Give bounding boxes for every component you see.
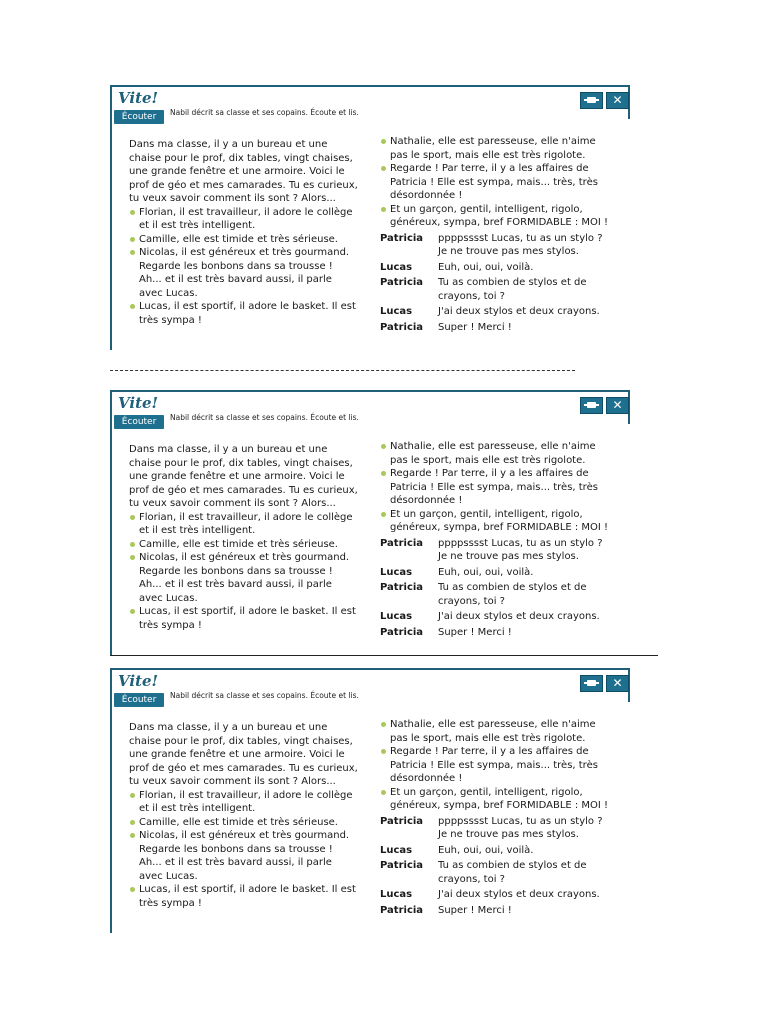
dialogue-line: Euh, oui, oui, voilà.	[438, 566, 534, 578]
dialogue-line: Euh, oui, oui, voilà.	[438, 261, 534, 273]
dialogue-row	[380, 537, 625, 564]
dialogue-line: ppppsssst Lucas, tu as un stylo ?	[438, 537, 603, 549]
exercise-card	[110, 85, 630, 350]
instruction-text: Nabil décrit sa classe et ses copains. Écoute et lis.	[170, 413, 359, 422]
bullet-item	[380, 718, 625, 745]
dialogue-line: J'ai deux stylos et deux crayons.	[438, 306, 600, 317]
bullet-item	[380, 467, 625, 508]
speaker-name: Lucas	[380, 611, 413, 622]
dialogue-line: J'ai deux stylos et deux crayons.	[438, 611, 600, 622]
bullet-line: Patricia ! Elle est sympa, mais... très, très	[390, 176, 598, 188]
dialogue-row	[380, 626, 625, 640]
intro-line: chaise pour le prof, dix tables, vingt chaises,	[129, 152, 353, 164]
card-frame-left	[110, 668, 112, 933]
dialogue-row	[380, 276, 625, 303]
bullet-item	[380, 508, 625, 535]
dialogue-line: Super ! Merci !	[438, 626, 512, 638]
intro-line: une grande fenêtre et une armoire. Voici le	[129, 166, 345, 177]
speaker-name: Lucas	[380, 566, 413, 578]
bullet-line: Camille, elle est timide et très sérieuse.	[139, 538, 338, 550]
dialogue-row	[380, 581, 625, 608]
device-icon	[587, 97, 596, 103]
listen-button[interactable]: Écouter	[114, 110, 164, 124]
card-frame-top	[110, 668, 628, 670]
close-button[interactable]	[606, 397, 629, 414]
speaker-name: Patricia	[380, 537, 424, 549]
solid-separator	[110, 655, 658, 656]
bullet-line: généreux, sympa, bref FORMIDABLE : MOI !	[390, 522, 609, 533]
card-frame-left	[110, 390, 112, 655]
dialogue-text	[438, 581, 625, 608]
speaker-name: Patricia	[380, 860, 424, 871]
speaker-name: Lucas	[380, 261, 413, 273]
speaker-name: Lucas	[380, 889, 413, 900]
dialogue-line: crayons, toi ?	[438, 290, 505, 302]
bullet-item	[380, 440, 625, 467]
bullet-line: Nicolas, il est généreux et très gourmand.	[139, 830, 350, 841]
left-column	[129, 721, 369, 910]
dialogue-line: Tu as combien de stylos et de	[438, 582, 587, 593]
dialogue-line: Je ne trouve pas mes stylos.	[438, 551, 579, 562]
bullet-item	[129, 605, 369, 632]
bullet-line: Patricia ! Elle est sympa, mais... très, très	[390, 481, 598, 493]
device-icon	[587, 680, 596, 686]
exercise-card	[110, 390, 630, 655]
dialogue-line: Euh, oui, oui, voilà.	[438, 844, 534, 856]
intro-line: prof de géo et mes camarades. Tu es curieux,	[129, 179, 358, 191]
bullet-line: Camille, elle est timide et très sérieuse.	[139, 233, 338, 245]
speaker-name: Lucas	[380, 306, 413, 317]
right-column	[380, 135, 625, 336]
dialogue-text	[438, 859, 625, 886]
card-title: Vite!	[118, 394, 159, 412]
intro-line: prof de géo et mes camarades. Tu es curieux,	[129, 762, 358, 774]
listen-button[interactable]: Écouter	[114, 415, 164, 429]
bullet-line: Regarde les bonbons dans sa trousse !	[139, 260, 333, 272]
dialogue-line: Tu as combien de stylos et de	[438, 277, 587, 288]
speaker-name: Patricia	[380, 277, 424, 288]
dialogue-text	[438, 888, 625, 902]
bullet-line: et il est très intelligent.	[139, 525, 256, 536]
bullet-item	[129, 233, 369, 247]
dialogue-line: ppppsssst Lucas, tu as un stylo ?	[438, 232, 603, 244]
dialogue-line: Super ! Merci !	[438, 904, 512, 916]
dashed-separator	[110, 370, 575, 371]
close-button[interactable]	[606, 675, 629, 692]
dialogue-text	[438, 904, 625, 918]
intro-line: une grande fenêtre et une armoire. Voici le	[129, 471, 345, 482]
dialogue-row	[380, 904, 625, 918]
close-button[interactable]	[606, 92, 629, 109]
bullet-line: généreux, sympa, bref FORMIDABLE : MOI !	[390, 217, 609, 228]
device-button[interactable]	[580, 92, 603, 109]
dialogue-row	[380, 566, 625, 580]
exercise-card	[110, 668, 630, 933]
bullet-line: Et un garçon, gentil, intelligent, rigolo,	[390, 203, 583, 215]
bullet-item	[129, 511, 369, 538]
bullet-line: Nathalie, elle est paresseuse, elle n'aime	[390, 136, 596, 147]
instruction-text: Nabil décrit sa classe et ses copains. Écoute et lis.	[170, 691, 359, 700]
bullet-line: Nathalie, elle est paresseuse, elle n'aime	[390, 719, 596, 730]
dialogue-text	[438, 305, 625, 319]
intro-line: Dans ma classe, il y a un bureau et une	[129, 139, 328, 150]
bullet-item	[129, 883, 369, 910]
bullet-line: Nicolas, il est généreux et très gourmand.	[139, 552, 350, 563]
bullet-item	[129, 246, 369, 300]
intro-line: tu veux savoir comment ils sont ? Alors...	[129, 776, 336, 787]
bullet-line: avec Lucas.	[139, 870, 198, 882]
card-frame-left	[110, 85, 112, 350]
bullet-line: Florian, il est travailleur, il adore le collège	[139, 206, 353, 218]
dialogue-row	[380, 844, 625, 858]
device-button[interactable]	[580, 675, 603, 692]
close-icon: ✕	[612, 676, 623, 690]
dialogue-row	[380, 261, 625, 275]
bullet-line: Regarde ! Par terre, il y a les affaires de	[390, 163, 589, 174]
bullet-line: Regarde ! Par terre, il y a les affaires de	[390, 746, 589, 757]
bullet-line: Et un garçon, gentil, intelligent, rigolo,	[390, 508, 583, 520]
bullet-item	[129, 789, 369, 816]
bullet-item	[380, 786, 625, 813]
bullet-line: désordonnée !	[390, 495, 463, 506]
dialogue-line: J'ai deux stylos et deux crayons.	[438, 889, 600, 900]
close-icon: ✕	[612, 398, 623, 412]
dialogue-line: Tu as combien de stylos et de	[438, 860, 587, 871]
speaker-name: Patricia	[380, 582, 424, 593]
dialogue-row	[380, 321, 625, 335]
bullet-line: pas le sport, mais elle est très rigolote.	[390, 149, 586, 161]
right-column	[380, 718, 625, 919]
intro-line: Dans ma classe, il y a un bureau et une	[129, 722, 328, 733]
dialogue-line: crayons, toi ?	[438, 873, 505, 885]
left-column	[129, 443, 369, 632]
dialogue-row	[380, 610, 625, 624]
instruction-text: Nabil décrit sa classe et ses copains. Écoute et lis.	[170, 108, 359, 117]
dialogue-row	[380, 815, 625, 842]
bullet-line: Nathalie, elle est paresseuse, elle n'aime	[390, 441, 596, 452]
bullet-line: pas le sport, mais elle est très rigolote.	[390, 732, 586, 744]
bullet-line: désordonnée !	[390, 190, 463, 201]
bullet-item	[380, 203, 625, 230]
bullet-line: très sympa !	[139, 314, 202, 326]
intro-line: chaise pour le prof, dix tables, vingt chaises,	[129, 457, 353, 469]
card-title: Vite!	[118, 672, 159, 690]
dialogue-text	[438, 321, 625, 335]
dialogue-text	[438, 815, 625, 842]
bullet-item	[129, 551, 369, 605]
dialogue-text	[438, 844, 625, 858]
speaker-name: Patricia	[380, 815, 424, 827]
bullet-line: Patricia ! Elle est sympa, mais... très, très	[390, 759, 598, 771]
speaker-name: Lucas	[380, 844, 413, 856]
bullet-item	[129, 538, 369, 552]
right-column	[380, 440, 625, 641]
listen-button[interactable]: Écouter	[114, 693, 164, 707]
bullet-line: Ah... et il est très bavard aussi, il parle	[139, 579, 332, 590]
bullet-item	[380, 745, 625, 786]
bullet-line: très sympa !	[139, 897, 202, 909]
bullet-line: Regarde les bonbons dans sa trousse !	[139, 565, 333, 577]
bullet-line: Regarde ! Par terre, il y a les affaires de	[390, 468, 589, 479]
bullet-item	[380, 162, 625, 203]
bullet-line: et il est très intelligent.	[139, 803, 256, 814]
speaker-name: Patricia	[380, 626, 424, 638]
dialogue-row	[380, 305, 625, 319]
bullet-line: Et un garçon, gentil, intelligent, rigolo,	[390, 786, 583, 798]
speaker-name: Patricia	[380, 904, 424, 916]
intro-line: Dans ma classe, il y a un bureau et une	[129, 444, 328, 455]
intro-line: tu veux savoir comment ils sont ? Alors...	[129, 193, 336, 204]
bullet-item	[129, 300, 369, 327]
bullet-line: Ah... et il est très bavard aussi, il parle	[139, 857, 332, 868]
card-title: Vite!	[118, 89, 159, 107]
bullet-item	[129, 829, 369, 883]
bullet-item	[129, 816, 369, 830]
dialogue-line: ppppsssst Lucas, tu as un stylo ?	[438, 815, 603, 827]
bullet-item	[129, 206, 369, 233]
dialogue-line: Je ne trouve pas mes stylos.	[438, 829, 579, 840]
intro-line: tu veux savoir comment ils sont ? Alors...	[129, 498, 336, 509]
bullet-line: et il est très intelligent.	[139, 220, 256, 231]
dialogue-row	[380, 232, 625, 259]
dialogue-text	[438, 276, 625, 303]
card-frame-top	[110, 390, 628, 392]
bullet-line: désordonnée !	[390, 773, 463, 784]
intro-line: chaise pour le prof, dix tables, vingt chaises,	[129, 735, 353, 747]
dialogue-text	[438, 610, 625, 624]
dialogue-text	[438, 566, 625, 580]
dialogue-row	[380, 888, 625, 902]
intro-line: une grande fenêtre et une armoire. Voici le	[129, 749, 345, 760]
bullet-line: Lucas, il est sportif, il adore le basket. Il est	[139, 301, 356, 312]
bullet-line: Regarde les bonbons dans sa trousse !	[139, 843, 333, 855]
bullet-line: Camille, elle est timide et très sérieuse.	[139, 816, 338, 828]
bullet-line: avec Lucas.	[139, 592, 198, 604]
dialogue-text	[438, 537, 625, 564]
device-button[interactable]	[580, 397, 603, 414]
bullet-line: très sympa !	[139, 619, 202, 631]
bullet-line: Florian, il est travailleur, il adore le collège	[139, 511, 353, 523]
speaker-name: Patricia	[380, 321, 424, 333]
bullet-line: pas le sport, mais elle est très rigolote.	[390, 454, 586, 466]
close-icon: ✕	[612, 93, 623, 107]
dialogue-text	[438, 232, 625, 259]
bullet-line: généreux, sympa, bref FORMIDABLE : MOI !	[390, 800, 609, 811]
dialogue-row	[380, 859, 625, 886]
bullet-line: Nicolas, il est généreux et très gourmand.	[139, 247, 350, 258]
speaker-name: Patricia	[380, 232, 424, 244]
dialogue-line: Je ne trouve pas mes stylos.	[438, 246, 579, 257]
bullet-line: Lucas, il est sportif, il adore le basket. Il est	[139, 884, 356, 895]
bullet-line: Ah... et il est très bavard aussi, il parle	[139, 274, 332, 285]
intro-line: prof de géo et mes camarades. Tu es curieux,	[129, 484, 358, 496]
bullet-line: avec Lucas.	[139, 287, 198, 299]
left-column	[129, 138, 369, 327]
card-frame-top	[110, 85, 628, 87]
device-icon	[587, 402, 596, 408]
dialogue-text	[438, 626, 625, 640]
bullet-line: Florian, il est travailleur, il adore le collège	[139, 789, 353, 801]
dialogue-line: Super ! Merci !	[438, 321, 512, 333]
dialogue-line: crayons, toi ?	[438, 595, 505, 607]
bullet-line: Lucas, il est sportif, il adore le basket. Il est	[139, 606, 356, 617]
dialogue-text	[438, 261, 625, 275]
bullet-item	[380, 135, 625, 162]
